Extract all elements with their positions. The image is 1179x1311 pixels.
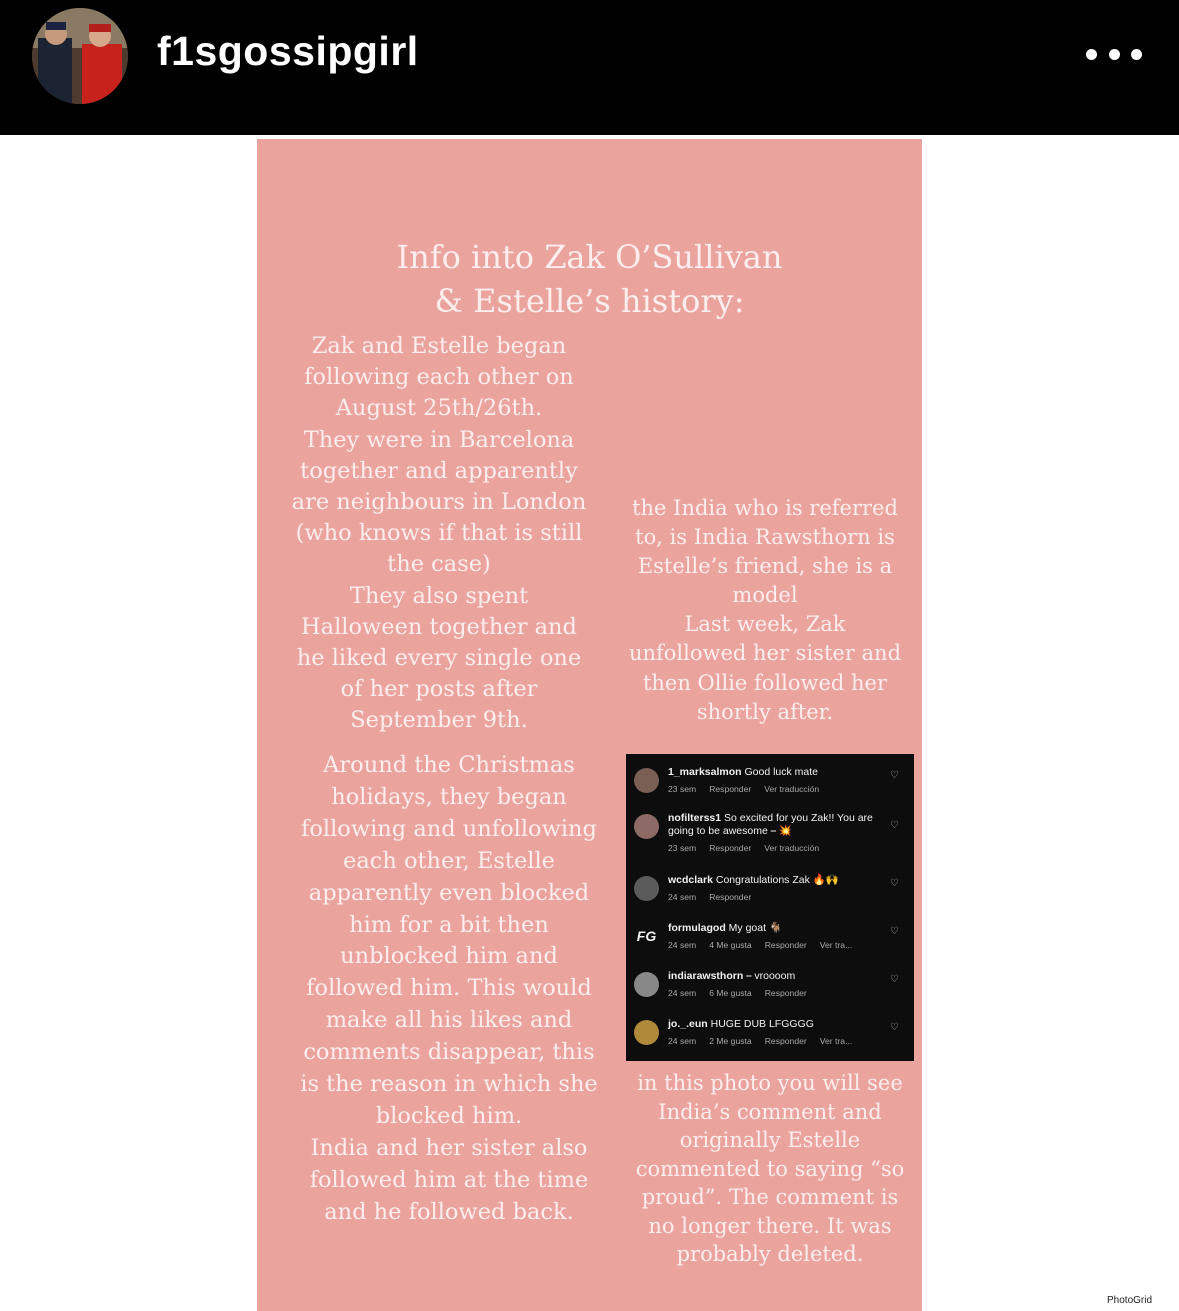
text-line: the India who is referred <box>632 496 898 520</box>
username[interactable]: f1sgossipgirl <box>157 28 419 74</box>
text-line: They also spent <box>349 582 529 609</box>
text-line: him for a bit then <box>349 911 549 938</box>
text-line: They were in Barcelona <box>303 426 575 453</box>
comment-username: wcdclark <box>668 874 713 886</box>
comment-meta-item: 23 sem <box>668 784 697 794</box>
comment-body: My goat 🐐 <box>728 922 783 934</box>
comment-meta-item: 24 sem <box>668 988 697 998</box>
left-text-block-2 <box>279 750 619 1229</box>
comment-username: indiarawsthorn <box>668 970 744 982</box>
text-line: India and her sister also <box>310 1134 588 1161</box>
comment-meta-item: Responder <box>709 892 752 902</box>
text-line: in this photo you will see <box>637 1071 903 1095</box>
left-text-block-1 <box>279 331 599 737</box>
heart-icon: ♡ <box>890 820 899 831</box>
text-line: Halloween together and <box>301 613 577 640</box>
text-line: apparently even blocked <box>308 879 590 906</box>
commenter-avatar <box>634 1020 659 1045</box>
text-line: India’s comment and <box>658 1099 882 1124</box>
text-line: comments disappear, this <box>303 1039 595 1066</box>
text-line: probably deleted. <box>676 1242 864 1266</box>
comment-meta-item: Responder <box>764 940 807 950</box>
fg-logo-avatar: FG <box>636 928 657 944</box>
comment-meta <box>668 988 820 998</box>
text-line: he liked every single one <box>296 645 582 672</box>
comment-meta-item: Responder <box>764 988 807 998</box>
avatar[interactable] <box>32 8 128 104</box>
text-line: following and unfollowing <box>301 815 597 842</box>
right-text-block-2 <box>622 1069 918 1269</box>
heart-icon: ♡ <box>890 974 899 985</box>
commenter-avatar <box>634 814 659 839</box>
comment-meta-item: 24 sem <box>668 940 697 950</box>
text-line: of her posts after <box>340 676 538 703</box>
text-line: to, is India Rawsthorn is <box>635 525 895 550</box>
comment-meta-item: 2 Me gusta <box>709 1036 752 1046</box>
avatar-photo <box>32 8 128 104</box>
text-line: proud”. The comment is <box>641 1185 899 1209</box>
comment-text <box>668 874 883 887</box>
comment-body: ⎯ vroooom <box>746 970 796 982</box>
heart-icon: ♡ <box>890 1022 899 1033</box>
comment-text <box>668 970 883 983</box>
comment-body: So excited for you Zak!! You are going to be awesome ⎯ 💥 <box>668 812 873 837</box>
comment-meta <box>668 940 865 950</box>
comment-meta-item: Ver traducción <box>764 784 820 794</box>
comment-meta-item: 4 Me gusta <box>709 940 752 950</box>
text-line: originally Estelle <box>679 1128 861 1152</box>
comment-meta-item: Responder <box>764 1036 807 1046</box>
text-line: Last week, Zak <box>684 612 846 637</box>
comment-meta-item: Ver tra... <box>819 1036 853 1046</box>
comment-meta-item: Responder <box>709 843 752 853</box>
comments-screenshot <box>626 754 914 1061</box>
photogrid-watermark: PhotoGrid <box>1107 1295 1153 1306</box>
comment-meta-item: 23 sem <box>668 843 697 853</box>
comment-username: formulagod <box>668 922 726 934</box>
commenter-avatar <box>634 876 659 901</box>
text-line: unblocked him and <box>340 943 558 970</box>
text-line: together and apparently <box>300 457 578 484</box>
text-line: unfollowed her sister and <box>628 641 902 666</box>
more-options-icon[interactable] <box>1086 42 1142 66</box>
comment-meta <box>668 1036 865 1046</box>
text-line: August 25th/26th. <box>335 395 543 422</box>
text-line: Zak and Estelle began <box>311 333 567 359</box>
story-card <box>257 139 922 1311</box>
comment-meta-item: 24 sem <box>668 892 697 902</box>
heart-icon: ♡ <box>890 878 899 889</box>
text-line: Around the Christmas <box>323 752 575 778</box>
commenter-avatar <box>634 768 659 793</box>
comment-body: HUGE DUB LFGGGG <box>710 1018 814 1030</box>
comment-meta <box>668 843 832 853</box>
comment-meta <box>668 784 832 794</box>
text-line: commented to saying “so <box>635 1156 905 1181</box>
story-title <box>257 235 922 323</box>
text-line: is the reason in which she <box>300 1071 598 1098</box>
right-text-block-1 <box>617 494 913 727</box>
text-line: (who knows if that is still <box>295 520 583 547</box>
title-line: & Estelle’s history: <box>434 282 745 320</box>
comment-body: Good luck mate <box>744 766 819 778</box>
comment-meta-item: 24 sem <box>668 1036 697 1046</box>
comment-text <box>668 1018 883 1031</box>
commenter-avatar <box>634 972 659 997</box>
comment-username: 1_marksalmon <box>668 766 742 778</box>
text-line: followed him at the time <box>309 1166 589 1193</box>
text-line: the case) <box>387 551 491 578</box>
heart-icon: ♡ <box>890 770 899 781</box>
comment-text <box>668 922 883 935</box>
comment-text <box>668 812 883 838</box>
text-line: are neighbours in London <box>291 489 587 516</box>
title-line: Info into Zak O’Sullivan <box>396 238 783 276</box>
text-line: September 9th. <box>350 707 528 734</box>
comment-meta-item: 6 Me gusta <box>709 988 752 998</box>
text-line: each other, Estelle <box>343 847 555 874</box>
comment-username: nofilterss1 <box>668 812 722 824</box>
text-line: no longer there. It was <box>648 1213 892 1238</box>
text-line: holidays, they began <box>331 783 567 810</box>
comment-username: jo._.eun <box>668 1018 708 1030</box>
text-line: following each other on <box>304 364 574 391</box>
text-line: shortly after. <box>696 699 834 724</box>
heart-icon: ♡ <box>890 926 899 937</box>
text-line: make all his likes and <box>325 1007 573 1034</box>
text-line: model <box>732 583 798 608</box>
profile-header <box>0 0 1179 135</box>
comment-meta-item: Responder <box>709 784 752 794</box>
text-line: Estelle’s friend, she is a <box>637 554 893 579</box>
comment-text <box>668 766 883 779</box>
comment-meta-item: Ver traducción <box>764 843 820 853</box>
text-line: and he followed back. <box>324 1198 574 1225</box>
text-line: followed him. This would <box>306 975 592 1002</box>
comment-meta-item: Ver tra... <box>819 940 853 950</box>
comment-body: Congratulations Zak 🔥🙌 <box>715 874 839 886</box>
text-line: blocked him. <box>375 1102 523 1129</box>
text-line: then Ollie followed her <box>642 670 888 695</box>
comment-meta <box>668 892 764 902</box>
